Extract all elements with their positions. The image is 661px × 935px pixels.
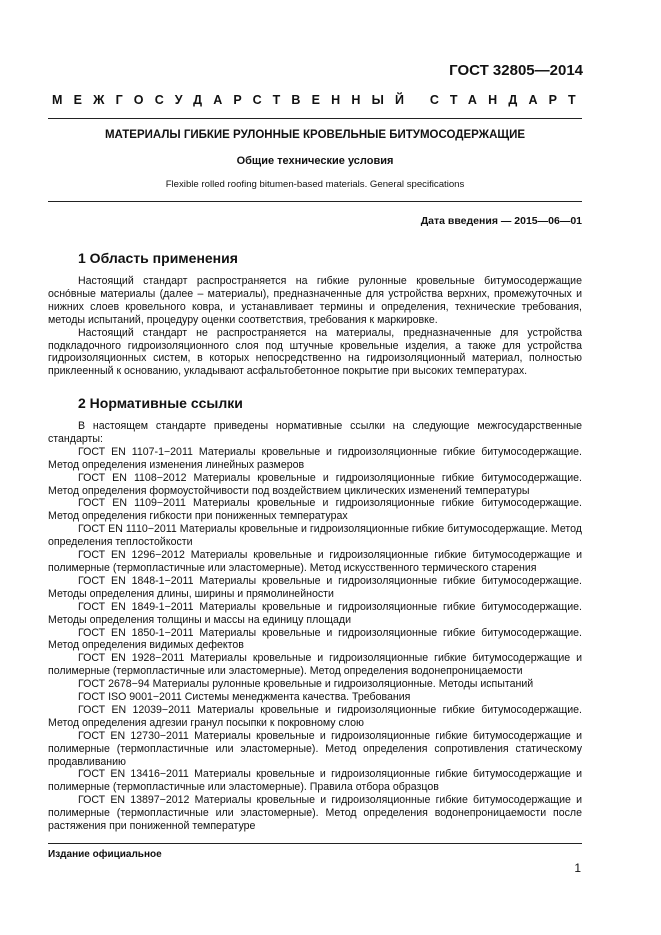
- references-intro: В настоящем стандарте приведены нормативные ссылки на следующие межгосударственные стандарты:: [48, 420, 582, 445]
- top-divider: [48, 118, 582, 119]
- section-scope: [48, 250, 582, 378]
- standard-type-banner: МЕЖГОСУДАРСТВЕННЫЙ СТАНДАРТ: [52, 93, 587, 107]
- reference-item: ГОСТ 2678−94 Материалы рулонные кровельные и гидроизоляционные. Методы испытаний: [78, 678, 534, 691]
- reference-item: ГОСТ EN 1850-1−2011 Материалы кровельные и гидроизоляционные гибкие битумосодержащие. Метод определения видимых дефектов: [48, 626, 582, 652]
- footer-divider: [48, 843, 582, 844]
- reference-item: ГОСТ EN 1108−2012 Материалы кровельные и гидроизоляционные гибкие битумосодержащие. Метод определения формоустойчивости под воздействием циклических изменений температуры: [48, 471, 582, 497]
- reference-item: ГОСТ EN 1849-1−2011 Материалы кровельные и гидроизоляционные гибкие битумосодержащие. Методы определения толщины и массы на единицу площади: [48, 600, 582, 626]
- reference-item: ГОСТ EN 1109−2011 Материалы кровельные и гидроизоляционные гибкие битумосодержащие. Метод определения гибкости при пониженных температурах: [48, 497, 582, 523]
- reference-item: ГОСТ EN 1110−2011 Материалы кровельные и гидроизоляционные гибкие битумосодержащие. Метод определения теплостойкости: [48, 523, 582, 549]
- official-edition-label: Издание официальное: [48, 849, 162, 860]
- title-divider: [48, 201, 582, 202]
- reference-item: ГОСТ EN 12730−2011 Материалы кровельные и гидроизоляционные гибкие битумосодержащие и полимерные (термопластичные или эластомерные). Метод определения сопротивления статическому продавливанию: [48, 729, 582, 768]
- section-heading-scope: 1 Область применения: [78, 250, 238, 266]
- section-heading-references: 2 Нормативные ссылки: [78, 395, 243, 411]
- reference-item: ГОСТ ISO 9001−2011 Системы менеджмента качества. Требования: [78, 691, 411, 704]
- reference-item: ГОСТ EN 1107-1−2011 Материалы кровельные и гидроизоляционные гибкие битумосодержащие. Метод определения изменения линейных размеров: [48, 445, 582, 471]
- section-normative-references: [48, 395, 582, 833]
- reference-item: ГОСТ EN 13416−2011 Материалы кровельные и гидроизоляционные гибкие битумосодержащие и полимерные (термопластичные или эластомерные). Правила отбора образцов: [48, 768, 582, 794]
- document-title: МАТЕРИАЛЫ ГИБКИЕ РУЛОННЫЕ КРОВЕЛЬНЫЕ БИТУМОСОДЕРЖАЩИЕ: [104, 129, 526, 141]
- introduction-date: Дата введения — 2015—06—01: [420, 215, 582, 227]
- reference-item: ГОСТ EN 12039−2011 Материалы кровельные и гидроизоляционные гибкие битумосодержащие. Метод определения адгезии гранул посыпки к покровному слою: [48, 703, 582, 729]
- document-number: ГОСТ 32805—2014: [449, 62, 583, 79]
- document-subtitle: Общие технические условия: [236, 155, 394, 167]
- scope-paragraph: Настоящий стандарт распространяется на гибкие рулонные кровельные битумосодержащие оснóвные материалы (далее – материалы), предназначенные для устройства верхних, промежуточных и нижних слоев кровельного ковра, и устанавливает термины и определения, технические требования, методы испытаний, процедуру оценки соответствия, требования к маркировке.: [48, 275, 582, 326]
- scope-paragraph: Настоящий стандарт не распространяется на материалы, предназначенные для устройства подкладочного гидроизоляционного слоя под штучные кровельные изделия, а также для устройства гидроизоляционных систем, в которых непосредственно на гидроизоляционный материал, полностью приклеенный к основанию, укладывают асфальтобетонное покрытие при высоких температурах.: [48, 326, 582, 378]
- page-number: 1: [574, 861, 581, 875]
- english-title: Flexible rolled roofing bitumen-based materials. General specifications: [165, 179, 465, 190]
- reference-item: ГОСТ EN 1928−2011 Материалы кровельные и гидроизоляционные гибкие битумосодержащие и полимерные (термопластичные или эластомерные). Метод определения водонепроницаемости: [48, 652, 582, 678]
- reference-item: ГОСТ EN 1848-1−2011 Материалы кровельные и гидроизоляционные гибкие битумосодержащие. Методы определения длины, ширины и прямолинейности: [48, 574, 582, 600]
- reference-item: ГОСТ EN 13897−2012 Материалы кровельные и гидроизоляционные гибкие битумосодержащие и полимерные (термопластичные или эластомерные). Метод определения водонепроницаемости после растяжения при пониженной температуре: [48, 794, 582, 833]
- reference-item: ГОСТ EN 1296−2012 Материалы кровельные и гидроизоляционные гибкие битумосодержащие и полимерные (термопластичные или эластомерные). Метод искусственного термического старения: [48, 549, 582, 574]
- reference-list: [48, 446, 582, 833]
